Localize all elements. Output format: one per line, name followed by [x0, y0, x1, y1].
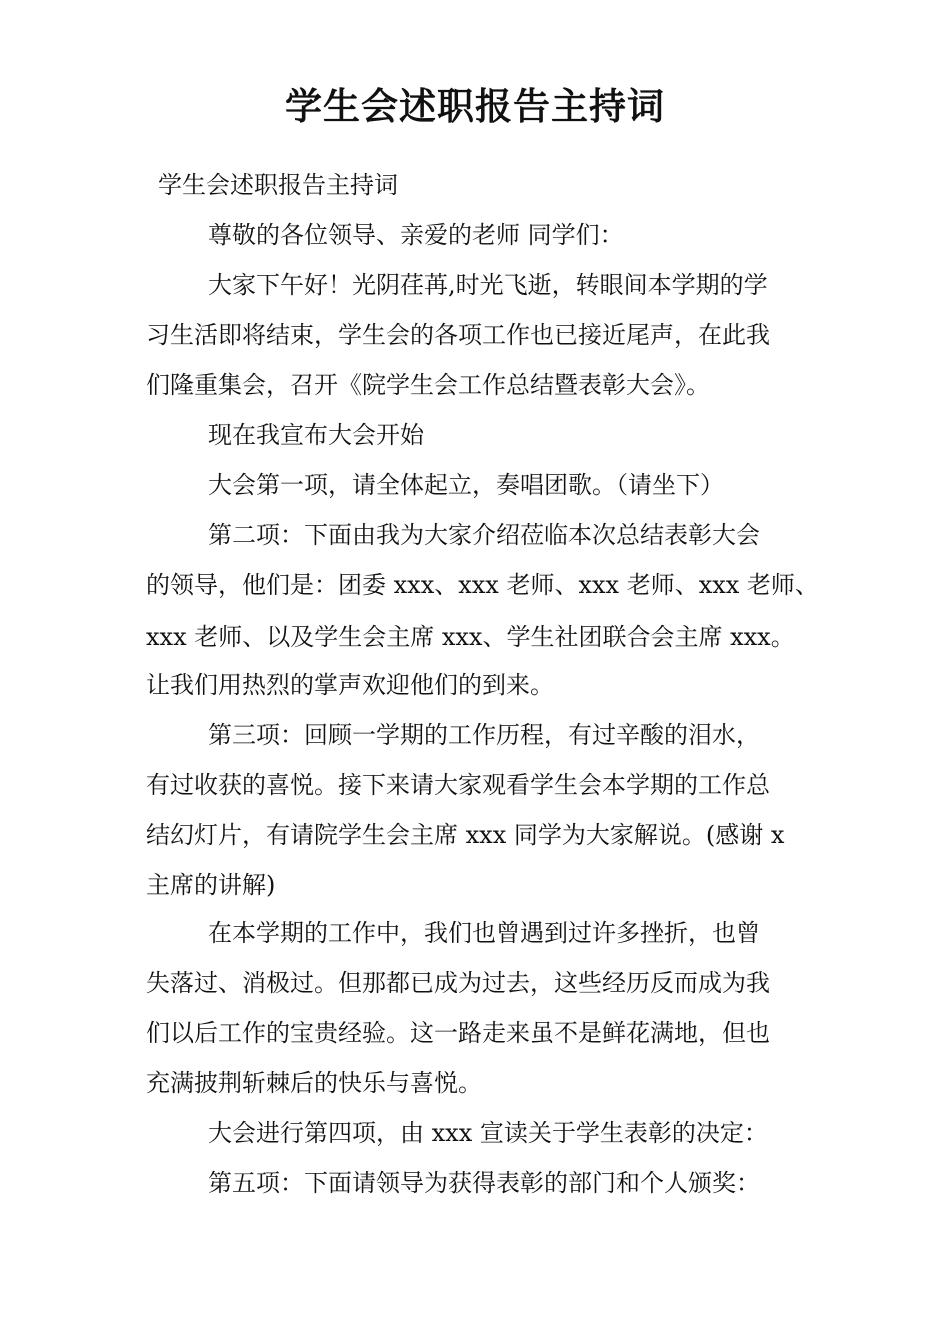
paragraph-line: 的领导，他们是：团委 xxx、xxx 老师、xxx 老师、xxx 老师、: [146, 571, 819, 599]
paragraph-line: 大会进行第四项，由 xxx 宣读关于学生表彰的决定：: [208, 1119, 768, 1147]
paragraph-line: 大家下午好！光阴荏苒,时光飞逝，转眼间本学期的学: [208, 271, 768, 299]
paragraph-line: 习生活即将结束，学生会的各项工作也已接近尾声，在此我: [146, 321, 770, 349]
paragraph-line: xxx 老师、以及学生会主席 xxx、学生社团联合会主席 xxx。: [146, 623, 795, 651]
paragraph-line: 第三项：回顾一学期的工作历程，有过辛酸的泪水，: [208, 721, 760, 749]
paragraph-line: 结幻灯片，有请院学生会主席 xxx 同学为大家解说。(感谢 x: [146, 821, 785, 849]
document-subtitle: 学生会述职报告主持词: [158, 171, 398, 199]
paragraph-line: 们以后工作的宝贵经验。这一路走来虽不是鲜花满地，但也: [146, 1019, 770, 1047]
salutation-line: 尊敬的各位领导、亲爱的老师 同学们：: [208, 221, 624, 249]
paragraph-line: 现在我宣布大会开始: [208, 421, 424, 449]
paragraph-line: 第五项：下面请领导为获得表彰的部门和个人颁奖：: [208, 1169, 760, 1197]
paragraph-line: 让我们用热烈的掌声欢迎他们的到来。: [146, 671, 554, 699]
paragraph-line: 充满披荆斩棘后的快乐与喜悦。: [146, 1069, 482, 1097]
paragraph-line: 主席的讲解): [146, 871, 276, 899]
paragraph-line: 们隆重集会，召开《院学生会工作总结暨表彰大会》。: [146, 371, 710, 399]
paragraph-line: 第二项：下面由我为大家介绍莅临本次总结表彰大会: [208, 521, 760, 549]
paragraph-line: 大会第一项，请全体起立，奏唱团歌。（请坐下）: [208, 471, 724, 499]
paragraph-line: 在本学期的工作中，我们也曾遇到过许多挫折，也曾: [208, 919, 760, 947]
paragraph-line: 失落过、消极过。但那都已成为过去，这些经历反而成为我: [146, 969, 770, 997]
paragraph-line: 有过收获的喜悦。接下来请大家观看学生会本学期的工作总: [146, 771, 770, 799]
document-title: 学生会述职报告主持词: [285, 84, 665, 128]
